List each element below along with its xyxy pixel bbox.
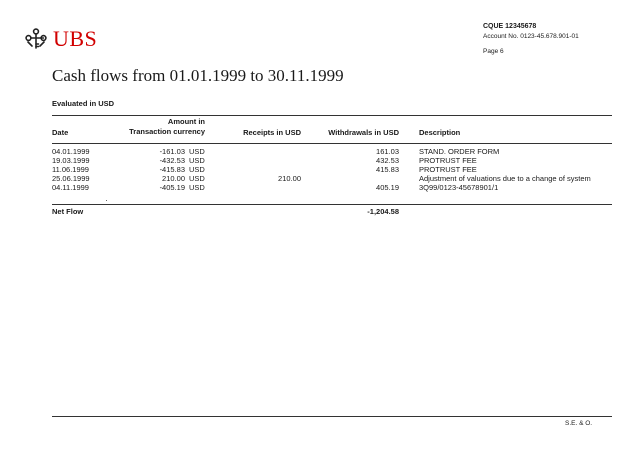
- col-header-receipts: Receipts in USD: [243, 128, 301, 137]
- col-header-amount-line1: Amount in: [167, 117, 205, 126]
- row-withdrawals: 405.19: [376, 183, 399, 192]
- col-header-date: Date: [52, 128, 69, 137]
- net-flow-label: Net Flow: [52, 207, 84, 216]
- row-amount: -161.03: [159, 147, 185, 156]
- col-header-withdrawals: Withdrawals in USD: [328, 128, 399, 137]
- brand-name: UBS: [53, 26, 98, 51]
- row-date: 19.03.1999: [52, 156, 90, 165]
- three-keys-icon: [24, 27, 48, 51]
- col-header-amount-line2: Transaction currency: [129, 127, 205, 136]
- row-date: 11.06.1999: [52, 165, 89, 174]
- row-withdrawals: 415.83: [376, 165, 399, 174]
- row-currency: USD: [189, 147, 205, 156]
- row-receipts: 210.00: [278, 174, 301, 183]
- net-flow-rule: [52, 204, 612, 205]
- row-currency: USD: [189, 156, 205, 165]
- cque-number: CQUE 12345678: [483, 23, 537, 30]
- net-flow-value: -1,204.58: [367, 207, 399, 216]
- col-header-description: Description: [419, 128, 461, 137]
- page-number: Page 6: [483, 48, 504, 55]
- row-amount: 210.00: [162, 174, 185, 183]
- row-amount: -415.83: [159, 165, 185, 174]
- row-currency: USD: [189, 183, 205, 192]
- row-amount: -405.19: [159, 183, 185, 192]
- row-description: PROTRUST FEE: [419, 165, 477, 174]
- row-description: Adjustment of valuations due to a change of system: [419, 174, 591, 183]
- header-bottom-rule: [52, 143, 612, 144]
- account-number: Account No. 0123-45.678.901-01: [483, 33, 579, 40]
- scan-speck: [106, 200, 107, 201]
- row-date: 04.11.1999: [52, 183, 89, 192]
- row-withdrawals: 432.53: [376, 156, 399, 165]
- row-description: 3Q99/0123-45678901/1: [419, 183, 499, 192]
- account-header: [483, 22, 579, 57]
- row-date: 25.06.1999: [52, 174, 90, 183]
- ubs-logo: [24, 27, 97, 51]
- header-top-rule: [52, 115, 612, 116]
- row-date: 04.01.1999: [52, 147, 90, 156]
- row-description: STAND. ORDER FORM: [419, 147, 500, 156]
- row-withdrawals: 161.03: [376, 147, 399, 156]
- page-title: Cash flows from 01.01.1999 to 30.11.1999: [52, 66, 344, 85]
- row-currency: USD: [189, 174, 205, 183]
- row-description: PROTRUST FEE: [419, 156, 477, 165]
- row-amount: -432.53: [159, 156, 185, 165]
- evaluated-in: Evaluated in USD: [52, 99, 115, 108]
- row-currency: USD: [189, 165, 205, 174]
- footer-rule: [52, 416, 612, 417]
- footer-note: S.E. & O.: [565, 420, 593, 427]
